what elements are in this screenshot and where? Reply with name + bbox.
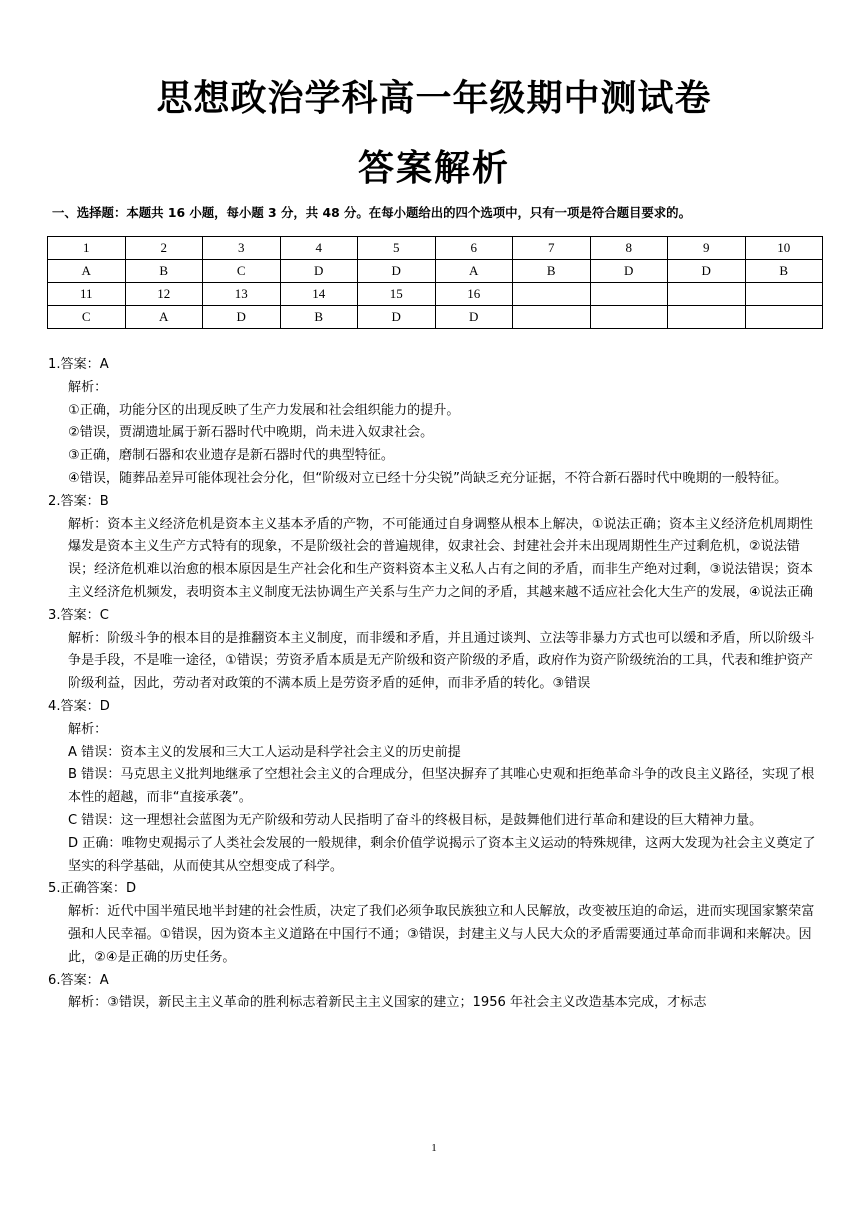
answer-heading: 5.正确答案：D bbox=[48, 881, 137, 897]
table-row bbox=[48, 283, 823, 306]
answer-heading: 1.答案：A bbox=[48, 357, 109, 372]
explanation-line: D 正确：唯物史观揭示了人类社会发展的一般规律，剩余价值学说揭示了资本主义运动的特殊规律，这两大发现为社会主义奠定了坚实的科学基础，从而使其从空想变成了科学。 bbox=[68, 835, 816, 874]
table-cell: D bbox=[280, 260, 358, 283]
explanation-line: B 错误：马克思主义批判地继承了空想社会主义的合理成分，但坚决摒弃了其唯心史观和拒绝革命斗争的改良主义路径，实现了根本性的超越，而非“直接承袭”。 bbox=[68, 767, 815, 806]
answer-heading: 3.答案：C bbox=[48, 607, 109, 623]
table-cell: 14 bbox=[280, 283, 358, 306]
table-cell: 8 bbox=[590, 237, 668, 260]
explanation-line: ③正确，磨制石器和农业遗存是新石器时代的典型特征。 bbox=[68, 448, 394, 464]
section-heading: 一、选择题：本题共 16 小题，每小题 3 分，共 48 分。在每小题给出的四个选项中，只有一项是符合题目要求的。 bbox=[52, 205, 691, 220]
table-cell bbox=[513, 306, 591, 329]
table-cell: 4 bbox=[280, 237, 358, 260]
explanation-line: ④错误，随葬品差异可能体现社会分化，但“阶级对立已经十分尖锐”尚缺乏充分证据，不符合新石器时代中晚期的一般特征。 bbox=[68, 470, 788, 486]
explanation-line: ②错误，贾湖遗址属于新石器时代中晚期，尚未进入奴隶社会。 bbox=[68, 425, 434, 441]
table-row bbox=[48, 260, 823, 283]
table-cell: B bbox=[745, 260, 823, 283]
table-cell bbox=[513, 283, 591, 306]
answer-table bbox=[47, 236, 823, 329]
table-row bbox=[48, 306, 823, 329]
table-cell: B bbox=[280, 306, 358, 329]
explanation-line: 解析：资本主义经济危机是资本主义基本矛盾的产物，不可能通过自身调整从根本上解决，①说法正确；资本主义经济危机周期性爆发是资本主义生产方式特有的现象，不是阶级社会的普遍规律，奴隶社会、封建社会并未出现周期性生产过剩危机，②说法错误；经济危机难以治愈的根本原因是生产社会化和生产资料资本主义私人占有之间的矛盾，而非生产绝对过剩，③说法错误；资本主义经济危机频发，表明资本主义制度无法协调生产关系与生产力之间的矛盾，其越来越不适应社会化大生产的发展，④说法正确 bbox=[68, 516, 813, 600]
table-cell: 9 bbox=[668, 237, 746, 260]
table-cell: B bbox=[513, 260, 591, 283]
explanations bbox=[48, 354, 816, 1015]
table-cell: D bbox=[358, 306, 436, 329]
table-cell: C bbox=[203, 260, 281, 283]
table-cell: 3 bbox=[203, 237, 281, 260]
table-cell: D bbox=[435, 306, 513, 329]
table-cell: D bbox=[590, 260, 668, 283]
table-cell bbox=[745, 283, 823, 306]
table-cell: D bbox=[668, 260, 746, 283]
explanation-line: A 错误：资本主义的发展和三大工人运动是科学社会主义的历史前提 bbox=[68, 744, 461, 760]
table-cell bbox=[590, 283, 668, 306]
table-cell: C bbox=[48, 306, 126, 329]
table-row bbox=[48, 237, 823, 260]
answer-heading: 2.答案：B bbox=[48, 493, 109, 509]
explanation-line: ①正确，功能分区的出现反映了生产力发展和社会组织能力的提升。 bbox=[68, 402, 460, 418]
answer-heading: 4.答案：D bbox=[48, 698, 110, 714]
table-cell bbox=[590, 306, 668, 329]
table-cell: 1 bbox=[48, 237, 126, 260]
table-cell: A bbox=[125, 306, 203, 329]
table-cell: A bbox=[48, 260, 126, 283]
table-cell: 12 bbox=[125, 283, 203, 306]
page-subtitle: 答案解析 bbox=[357, 148, 510, 189]
table-cell: 10 bbox=[745, 237, 823, 260]
explanation-line: 解析： bbox=[68, 721, 108, 737]
table-cell: 7 bbox=[513, 237, 591, 260]
explanation-line: 解析：阶级斗争的根本目的是推翻资本主义制度，而非缓和矛盾，并且通过谈判、立法等非暴力方式也可以缓和矛盾，所以阶级斗争是手段，不是唯一途径，①错误；劳资矛盾本质是无产阶级和资产阶级的矛盾，政府作为资产阶级统治的工具，代表和维护资产阶级利益，因此，劳动者对政策的不满本质上是劳资矛盾的延伸，而非矛盾的转化。③错误 bbox=[68, 630, 815, 692]
table-cell: 11 bbox=[48, 283, 126, 306]
table-cell: 6 bbox=[435, 237, 513, 260]
table-cell: 16 bbox=[435, 283, 513, 306]
explanation-line: 解析：近代中国半殖民地半封建的社会性质，决定了我们必须争取民族独立和人民解放，改变被压迫的命运，进而实现国家繁荣富强和人民幸福。①错误，因为资本主义道路在中国行不通；③错误，封建主义与人民大众的矛盾需要通过革命而非调和来解决。因此，②④是正确的历史任务。 bbox=[68, 904, 815, 965]
answer-heading: 6.答案：A bbox=[48, 972, 109, 988]
page-title: 思想政治学科高一年级期中测试卷 bbox=[156, 78, 712, 119]
table-cell: D bbox=[203, 306, 281, 329]
table-cell: 2 bbox=[125, 237, 203, 260]
table-cell: 13 bbox=[203, 283, 281, 306]
table-cell: B bbox=[125, 260, 203, 283]
explanation-line: 解析：③错误，新民主主义革命的胜利标志着新民主主义国家的建立；1956 年社会主义改造基本完成，才标志 bbox=[68, 995, 707, 1011]
table-cell: 15 bbox=[358, 283, 436, 306]
table-cell: A bbox=[435, 260, 513, 283]
table-cell: D bbox=[358, 260, 436, 283]
table-cell bbox=[745, 306, 823, 329]
table-cell: 5 bbox=[358, 237, 436, 260]
explanation-line: C 错误：这一理想社会蓝图为无产阶级和劳动人民指明了奋斗的终极目标，是鼓舞他们进行革命和建设的巨大精神力量。 bbox=[68, 812, 763, 828]
table-cell bbox=[668, 283, 746, 306]
page-number: 1 bbox=[431, 1142, 437, 1154]
table-cell bbox=[668, 306, 746, 329]
explanation-line: 解析： bbox=[68, 379, 108, 395]
